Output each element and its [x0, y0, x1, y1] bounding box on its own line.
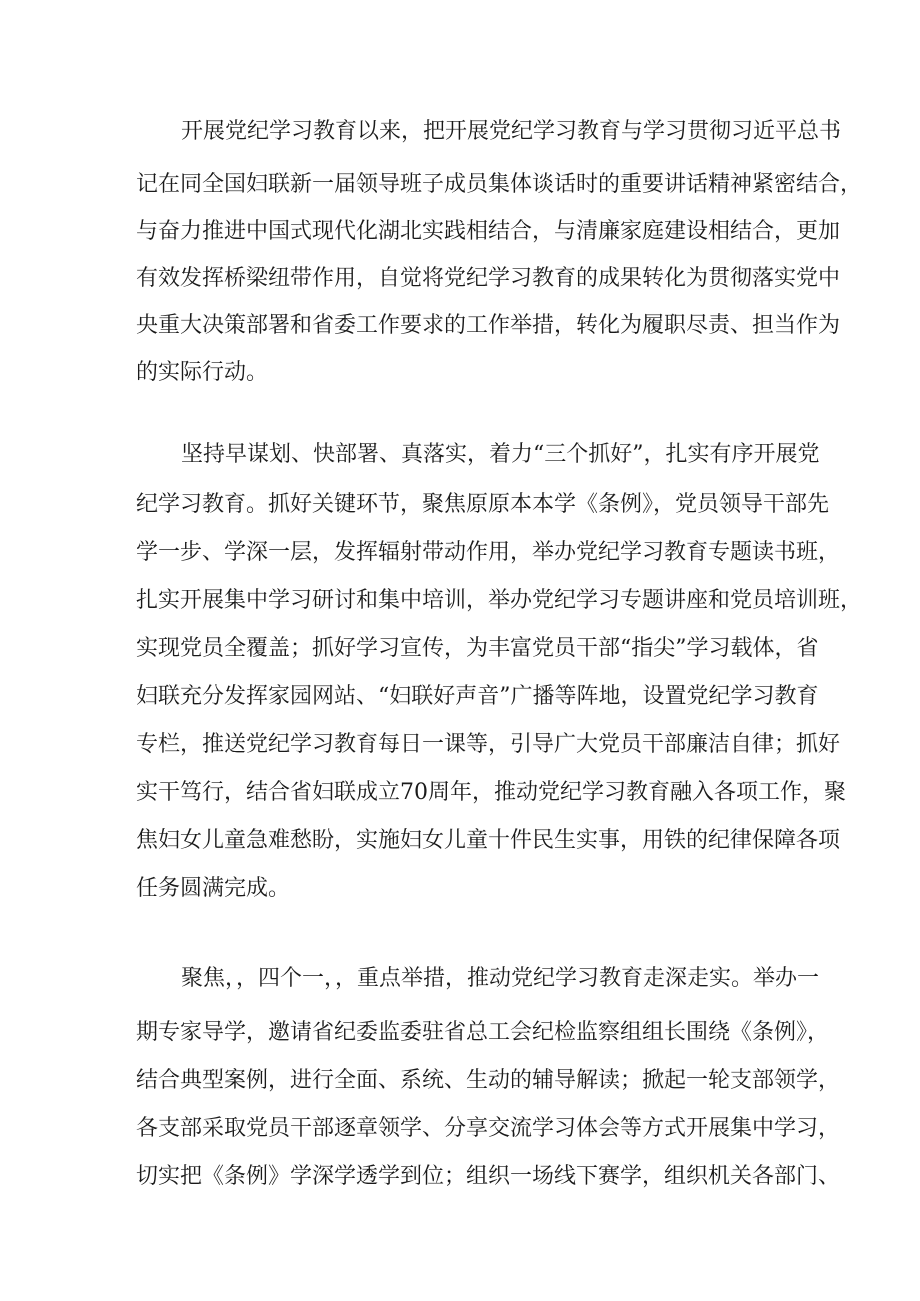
paragraph-1-line-6: 的实际行动。	[136, 360, 269, 385]
paragraph-2-line-2: 纪学习教育。抓好关键环节，聚焦原原本本学《条例》，党员领导干部先	[136, 492, 830, 517]
paragraph-3-line-4: 各支部采取党员干部逐章领学、分享交流学习体会等方式开展集中学习，	[136, 1116, 841, 1141]
paragraph-1-line-2: 记在同全国妇联新一届领导班子成员集体谈话时的重要讲话精神紧密结合，	[136, 172, 863, 197]
paragraph-1-line-1: 开展党纪学习教育以来，把开展党纪学习教育与学习贯彻习近平总书	[181, 119, 842, 144]
paragraph-2-line-6: 妇联充分发挥家园网站、“妇联好声音”广播等阵地，设置党纪学习教育	[136, 684, 819, 709]
paragraph-3-line-3: 结合典型案例，进行全面、系统、生动的辅导解读；掀起一轮支部领学，	[136, 1068, 841, 1093]
paragraph-2-line-5: 实现党员全覆盖；抓好学习宣传，为丰富党员干部“指尖”学习载体，省	[136, 636, 819, 661]
paragraph-2-line-9: 焦妇女儿童急难愁盼，实施妇女儿童十件民生实事，用铁的纪律保障各项	[136, 828, 841, 853]
paragraph-3-line-2: 期专家导学，邀请省纪委监委驻省总工会纪检监察组组长围绕《条例》，	[136, 1020, 830, 1045]
paragraph-1-line-5: 央重大决策部署和省委工作要求的工作举措，转化为履职尽责、担当作为	[136, 313, 841, 338]
paragraph-2-line-1: 坚持早谋划、快部署、真落实，着力“三个抓好”，扎实有序开展党	[181, 442, 820, 467]
paragraph-2-line-10: 任务圆满完成。	[136, 876, 291, 901]
paragraph-1-line-4: 有效发挥桥梁纽带作用，自觉将党纪学习教育的成果转化为贯彻落实党中	[136, 266, 841, 291]
paragraph-3-line-1: 聚焦，，四个一，，重点举措，推动党纪学习教育走深走实。举办一	[181, 966, 820, 991]
paragraph-1-line-3: 与奋力推进中国式现代化湖北实践相结合，与清廉家庭建设相结合，更加	[136, 219, 841, 244]
paragraph-2-line-4: 扎实开展集中学习研讨和集中培训，举办党纪学习专题讲座和党员培训班，	[136, 588, 863, 613]
paragraph-2-line-8: 实干笃行，结合省妇联成立70周年，推动党纪学习教育融入各项工作，聚	[136, 780, 846, 805]
paragraph-3-line-5: 切实把《条例》学深学透学到位；组织一场线下赛学，组织机关各部门、	[136, 1164, 841, 1189]
paragraph-2-line-3: 学一步、学深一层，发挥辐射带动作用，举办党纪学习教育专题读书班，	[136, 540, 841, 565]
paragraph-2-line-7: 专栏，推送党纪学习教育每日一课等，引导广大党员干部廉洁自律；抓好	[136, 732, 841, 757]
